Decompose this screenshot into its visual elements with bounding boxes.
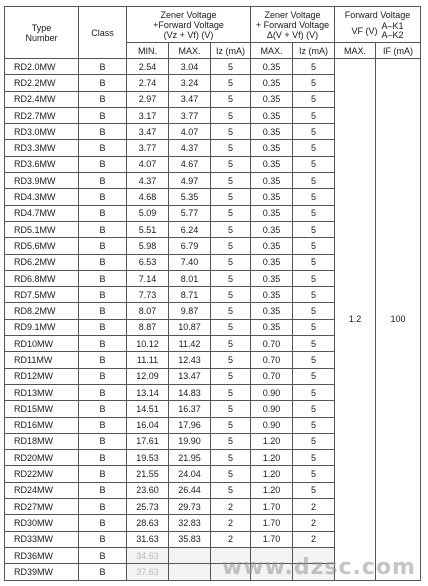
min-cell: 2.97 xyxy=(127,91,169,107)
iz-cell: 5 xyxy=(211,140,251,156)
iz-cell: 5 xyxy=(211,156,251,172)
forward-voltage-header xyxy=(335,7,421,43)
max-cell: 35.83 xyxy=(169,531,211,547)
delta-max-cell: 0.70 xyxy=(251,352,293,368)
max-cell: 13.47 xyxy=(169,368,211,384)
delta-iz-cell: 5 xyxy=(293,124,335,140)
delta-iz-cell: 5 xyxy=(293,384,335,400)
delta-iz-cell: 2 xyxy=(293,531,335,547)
min-cell: 6.53 xyxy=(127,254,169,270)
type-cell: RD33MW xyxy=(5,531,79,547)
delta-max-cell: 0.35 xyxy=(251,254,293,270)
delta-max-cell: 0.35 xyxy=(251,156,293,172)
iz-cell: 5 xyxy=(211,401,251,417)
delta-max-cell: 0.35 xyxy=(251,287,293,303)
delta-max-cell: 1.20 xyxy=(251,433,293,449)
delta-iz-cell: 5 xyxy=(293,319,335,335)
delta-iz-cell: 5 xyxy=(293,59,335,75)
delta-max-cell: 0.35 xyxy=(251,189,293,205)
delta-max-cell: 1.70 xyxy=(251,531,293,547)
iz-cell: 5 xyxy=(211,287,251,303)
class-cell: B xyxy=(79,433,127,449)
type-cell: RD15MW xyxy=(5,401,79,417)
vf-max-header: MAX. xyxy=(335,43,376,59)
class-cell: B xyxy=(79,254,127,270)
forward-voltage-title: Forward Voltage xyxy=(344,9,411,20)
delta-max-cell: 0.90 xyxy=(251,417,293,433)
iz-cell: 5 xyxy=(211,221,251,237)
type-cell: RD3.9MW xyxy=(5,173,79,189)
delta-iz-cell: 5 xyxy=(293,156,335,172)
delta-max-cell: 0.35 xyxy=(251,124,293,140)
class-header: Class xyxy=(79,7,127,59)
class-cell: B xyxy=(79,368,127,384)
min-cell: 2.54 xyxy=(127,59,169,75)
delta-iz-cell: 5 xyxy=(293,189,335,205)
class-cell: B xyxy=(79,336,127,352)
type-cell: RD7.5MW xyxy=(5,287,79,303)
a-k1-label: A–K1 xyxy=(381,20,404,31)
delta-iz-cell: 5 xyxy=(293,270,335,286)
iz-cell: 5 xyxy=(211,59,251,75)
delta-max-cell: 0.90 xyxy=(251,401,293,417)
type-cell: RD5.1MW xyxy=(5,221,79,237)
min-cell: 21.55 xyxy=(127,466,169,482)
min-cell: 28.63 xyxy=(127,515,169,531)
delta-iz-cell: 5 xyxy=(293,417,335,433)
class-cell: B xyxy=(79,401,127,417)
class-cell: B xyxy=(79,59,127,75)
iz-cell: 5 xyxy=(211,336,251,352)
min-header: MIN. xyxy=(127,43,169,59)
delta-iz-cell: 5 xyxy=(293,205,335,221)
max-cell: 4.07 xyxy=(169,124,211,140)
min-cell: 11.11 xyxy=(127,352,169,368)
class-cell: B xyxy=(79,384,127,400)
min-cell: 25.73 xyxy=(127,499,169,515)
iz-cell: 5 xyxy=(211,107,251,123)
min-cell: 23.60 xyxy=(127,482,169,498)
type-cell: RD3.6MW xyxy=(5,156,79,172)
iz-cell: 5 xyxy=(211,384,251,400)
delta-max-cell: 1.70 xyxy=(251,499,293,515)
type-cell: RD3.0MW xyxy=(5,124,79,140)
type-cell: RD16MW xyxy=(5,417,79,433)
class-cell: B xyxy=(79,75,127,91)
delta-max-cell: 0.70 xyxy=(251,368,293,384)
type-cell: RD24MW xyxy=(5,482,79,498)
delta-iz-cell: 5 xyxy=(293,336,335,352)
iz-cell: 5 xyxy=(211,173,251,189)
vf-max-value: 1.2 xyxy=(335,59,376,581)
delta-iz-cell: 5 xyxy=(293,140,335,156)
iz-cell: 5 xyxy=(211,433,251,449)
max-cell: 7.40 xyxy=(169,254,211,270)
watermark: www.dzsc.com xyxy=(221,555,416,580)
max-cell: 4.97 xyxy=(169,173,211,189)
delta-max-cell: 0.35 xyxy=(251,205,293,221)
class-cell: B xyxy=(79,173,127,189)
min-cell: 13.14 xyxy=(127,384,169,400)
type-cell: RD12MW xyxy=(5,368,79,384)
delta-iz-cell: 5 xyxy=(293,91,335,107)
min-cell: 7.14 xyxy=(127,270,169,286)
max-cell: 4.67 xyxy=(169,156,211,172)
max-cell: 16.37 xyxy=(169,401,211,417)
class-cell: B xyxy=(79,189,127,205)
max-cell: 5.77 xyxy=(169,205,211,221)
class-cell: B xyxy=(79,205,127,221)
class-cell: B xyxy=(79,515,127,531)
if-value: 100 xyxy=(376,59,421,581)
delta-iz-cell: 5 xyxy=(293,254,335,270)
delta-max-cell: 0.35 xyxy=(251,221,293,237)
min-cell: 31.63 xyxy=(127,531,169,547)
type-number-header: Type Number xyxy=(5,7,79,59)
delta-iz-cell: 5 xyxy=(293,238,335,254)
delta-iz-cell: 5 xyxy=(293,433,335,449)
max-cell: 3.04 xyxy=(169,59,211,75)
type-cell: RD10MW xyxy=(5,336,79,352)
min-cell: 12.09 xyxy=(127,368,169,384)
min-cell: 10.12 xyxy=(127,336,169,352)
delta-iz-cell: 5 xyxy=(293,75,335,91)
max-cell: 14.83 xyxy=(169,384,211,400)
delta-max-cell: 0.35 xyxy=(251,303,293,319)
delta-iz-cell: 5 xyxy=(293,303,335,319)
iz-cell: 5 xyxy=(211,124,251,140)
delta-iz-cell: 5 xyxy=(293,368,335,384)
iz-cell: 5 xyxy=(211,254,251,270)
min-cell: 5.51 xyxy=(127,221,169,237)
delta-max-cell: 0.70 xyxy=(251,336,293,352)
delta-iz-cell: 5 xyxy=(293,287,335,303)
min-cell: 5.98 xyxy=(127,238,169,254)
max-cell: 5.35 xyxy=(169,189,211,205)
class-cell: B xyxy=(79,319,127,335)
min-cell: 3.77 xyxy=(127,140,169,156)
min-cell: 16.04 xyxy=(127,417,169,433)
type-cell: RD4.3MW xyxy=(5,189,79,205)
delta-iz-cell: 5 xyxy=(293,221,335,237)
delta-iz-cell: 2 xyxy=(293,515,335,531)
iz-cell: 5 xyxy=(211,91,251,107)
max-cell: 4.37 xyxy=(169,140,211,156)
delta-max-cell: 1.20 xyxy=(251,482,293,498)
min-cell: 19.53 xyxy=(127,450,169,466)
delta-iz-cell: 5 xyxy=(293,401,335,417)
min-cell: 4.68 xyxy=(127,189,169,205)
class-cell: B xyxy=(79,450,127,466)
type-cell: RD39MW xyxy=(5,564,79,580)
type-cell: RD4.7MW xyxy=(5,205,79,221)
class-cell: B xyxy=(79,270,127,286)
iz-cell: 5 xyxy=(211,482,251,498)
min-cell: 8.87 xyxy=(127,319,169,335)
delta-max-cell: 0.35 xyxy=(251,319,293,335)
iz-cell: 5 xyxy=(211,368,251,384)
type-cell: RD2.7MW xyxy=(5,107,79,123)
delta-max-cell: 1.20 xyxy=(251,466,293,482)
class-cell: B xyxy=(79,238,127,254)
max-cell: 3.47 xyxy=(169,91,211,107)
max-cell: 10.87 xyxy=(169,319,211,335)
iz-cell: 2 xyxy=(211,531,251,547)
class-cell: B xyxy=(79,352,127,368)
class-cell: B xyxy=(79,499,127,515)
type-cell: RD11MW xyxy=(5,352,79,368)
class-cell: B xyxy=(79,482,127,498)
delta-max-cell: 0.35 xyxy=(251,270,293,286)
min-cell: 5.09 xyxy=(127,205,169,221)
class-cell: B xyxy=(79,221,127,237)
type-cell: RD18MW xyxy=(5,433,79,449)
max-cell: 3.24 xyxy=(169,75,211,91)
delta-max-cell: 0.35 xyxy=(251,238,293,254)
max-cell: 24.04 xyxy=(169,466,211,482)
delta-iz-cell: 5 xyxy=(293,352,335,368)
max-cell: 26.44 xyxy=(169,482,211,498)
iz-cell: 5 xyxy=(211,75,251,91)
iz-cell: 5 xyxy=(211,189,251,205)
iz-cell: 5 xyxy=(211,238,251,254)
max-cell: 3.77 xyxy=(169,107,211,123)
delta-max-header: MAX. xyxy=(251,43,293,59)
delta-max-cell: 0.35 xyxy=(251,75,293,91)
class-cell: B xyxy=(79,417,127,433)
delta-max-cell: 0.35 xyxy=(251,107,293,123)
max-cell: 19.90 xyxy=(169,433,211,449)
iz-cell: 2 xyxy=(211,515,251,531)
iz-cell: 2 xyxy=(211,499,251,515)
iz-cell: 5 xyxy=(211,270,251,286)
min-cell: 2.74 xyxy=(127,75,169,91)
iz-header: Iz (mA) xyxy=(211,43,251,59)
table-row xyxy=(5,59,421,75)
type-cell: RD6.2MW xyxy=(5,254,79,270)
class-cell: B xyxy=(79,287,127,303)
type-cell: RD2.0MW xyxy=(5,59,79,75)
delta-max-cell: 1.20 xyxy=(251,450,293,466)
max-cell: 21.95 xyxy=(169,450,211,466)
delta-max-cell: 0.35 xyxy=(251,173,293,189)
class-cell: B xyxy=(79,107,127,123)
type-cell: RD30MW xyxy=(5,515,79,531)
delta-max-cell: 0.35 xyxy=(251,59,293,75)
max-cell: 9.87 xyxy=(169,303,211,319)
type-cell: RD2.2MW xyxy=(5,75,79,91)
delta-max-cell: 0.35 xyxy=(251,91,293,107)
delta-iz-cell: 5 xyxy=(293,466,335,482)
type-cell: RD27MW xyxy=(5,499,79,515)
iz-cell: 5 xyxy=(211,205,251,221)
type-cell: RD13MW xyxy=(5,384,79,400)
delta-max-cell: 1.70 xyxy=(251,515,293,531)
iz-cell: 5 xyxy=(211,319,251,335)
class-cell: B xyxy=(79,156,127,172)
if-header: IF (mA) xyxy=(376,43,421,59)
type-cell: RD6.8MW xyxy=(5,270,79,286)
max-header: MAX. xyxy=(169,43,211,59)
type-cell: RD9.1MW xyxy=(5,319,79,335)
iz-cell: 5 xyxy=(211,352,251,368)
type-cell: RD5.6MW xyxy=(5,238,79,254)
delta-iz-cell: 5 xyxy=(293,450,335,466)
delta-iz-cell: 5 xyxy=(293,107,335,123)
max-cell: 8.71 xyxy=(169,287,211,303)
max-cell: 29.73 xyxy=(169,499,211,515)
min-cell: 37.63 xyxy=(127,564,169,580)
delta-max-cell: 0.90 xyxy=(251,384,293,400)
class-cell: B xyxy=(79,303,127,319)
min-cell: 34.63 xyxy=(127,547,169,563)
iz-cell: 5 xyxy=(211,466,251,482)
a-k2-label: A–K2 xyxy=(381,29,404,40)
max-cell: 6.79 xyxy=(169,238,211,254)
type-cell: RD8.2MW xyxy=(5,303,79,319)
class-cell: B xyxy=(79,531,127,547)
iz-cell: 5 xyxy=(211,450,251,466)
class-cell: B xyxy=(79,140,127,156)
min-cell: 14.51 xyxy=(127,401,169,417)
zener-diode-spec-table xyxy=(4,6,421,581)
delta-iz-cell: 5 xyxy=(293,173,335,189)
max-cell: 6.24 xyxy=(169,221,211,237)
max-cell xyxy=(169,564,211,580)
min-cell: 3.47 xyxy=(127,124,169,140)
min-cell: 4.07 xyxy=(127,156,169,172)
class-cell: B xyxy=(79,564,127,580)
class-cell: B xyxy=(79,124,127,140)
delta-iz-cell: 5 xyxy=(293,482,335,498)
max-cell: 11.42 xyxy=(169,336,211,352)
min-cell: 8.07 xyxy=(127,303,169,319)
max-cell: 8.01 xyxy=(169,270,211,286)
min-cell: 7.73 xyxy=(127,287,169,303)
class-cell: B xyxy=(79,547,127,563)
max-cell: 32.83 xyxy=(169,515,211,531)
delta-voltage-header: Zener Voltage + Forward Voltage Δ(V + Vf) (V) xyxy=(251,7,335,43)
zener-voltage-header: Zener Voltage +Forward Voltage (Vz + Vf) (V) xyxy=(127,7,251,43)
delta-iz-header: Iz (mA) xyxy=(293,43,335,59)
max-cell xyxy=(169,547,211,563)
max-cell: 17.96 xyxy=(169,417,211,433)
min-cell: 17.61 xyxy=(127,433,169,449)
type-cell: RD2.4MW xyxy=(5,91,79,107)
max-cell: 12.43 xyxy=(169,352,211,368)
class-cell: B xyxy=(79,466,127,482)
type-cell: RD3.3MW xyxy=(5,140,79,156)
type-cell: RD20MW xyxy=(5,450,79,466)
delta-max-cell: 0.35 xyxy=(251,140,293,156)
type-cell: RD36MW xyxy=(5,547,79,563)
vf-label: VF (V) xyxy=(351,25,378,36)
iz-cell: 5 xyxy=(211,303,251,319)
type-cell: RD22MW xyxy=(5,466,79,482)
min-cell: 3.17 xyxy=(127,107,169,123)
delta-iz-cell: 2 xyxy=(293,499,335,515)
class-cell: B xyxy=(79,91,127,107)
min-cell: 4.37 xyxy=(127,173,169,189)
iz-cell: 5 xyxy=(211,417,251,433)
